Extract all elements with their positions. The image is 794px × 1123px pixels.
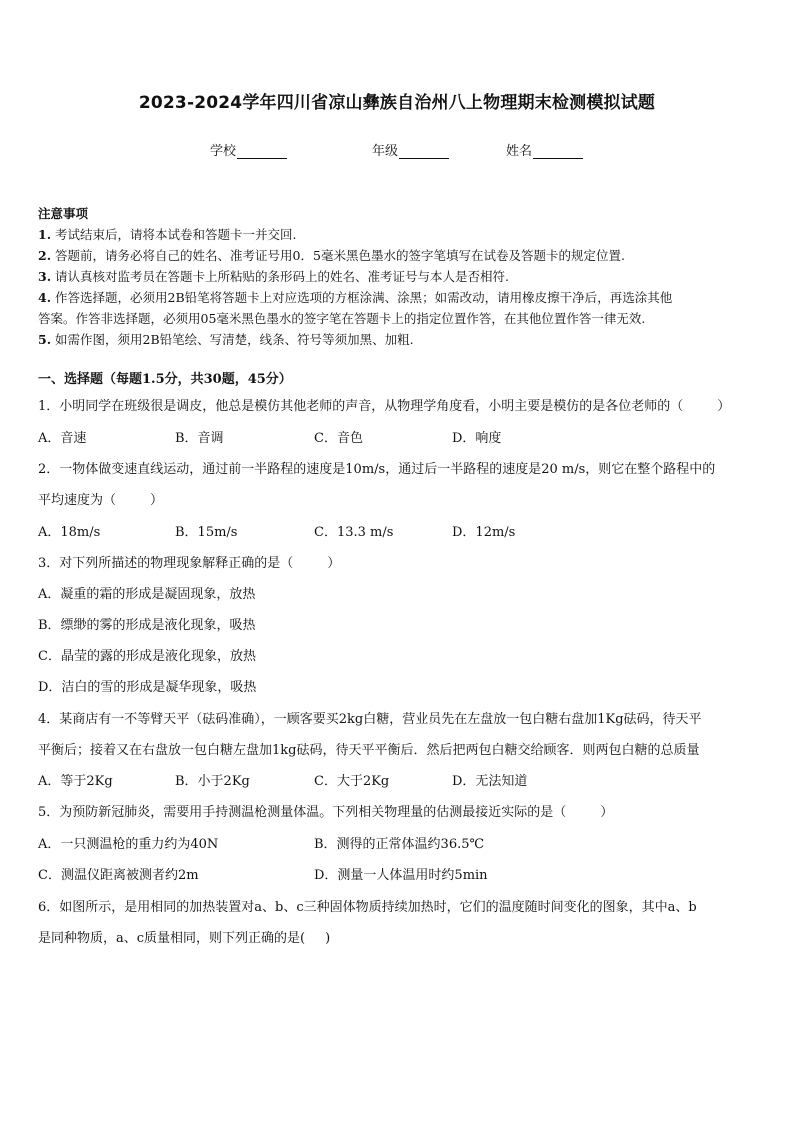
notice-heading: 注意事项 — [38, 206, 89, 221]
student-info-row — [0, 140, 794, 160]
option-c[interactable]: C．测温仪距离被测者约2m — [38, 868, 199, 883]
option-a[interactable]: A．等于2Kg — [38, 774, 113, 789]
question-2 — [38, 458, 760, 477]
question-4-options — [38, 770, 760, 790]
notice-item — [38, 224, 758, 245]
notice-block — [38, 203, 758, 350]
option-d[interactable]: D．响度 — [452, 431, 502, 446]
question-1 — [38, 395, 760, 414]
notice-item-text: 请认真核对监考员在答题卡上所粘贴的条形码上的姓名、准考证号与本人是否相符. — [55, 269, 510, 284]
question-6 — [38, 896, 760, 915]
question-paren-close: ） — [150, 493, 164, 508]
option-c[interactable]: C．音色 — [314, 431, 363, 446]
option-d[interactable]: D．测量一人体温用时约5min — [314, 868, 488, 883]
option-a[interactable]: A．凝重的霜的形成是凝固现象，放热 — [38, 587, 256, 602]
question-stem: 3．对下列所描述的物理现象解释正确的是（ — [38, 556, 294, 571]
question-stem: 4．某商店有一不等臂天平（砝码准确），一顾客要买2kg白糖，营业员先在左盘放一包白糖右盘加1Kg砝码，待天平 — [38, 712, 702, 727]
question-1-options — [38, 427, 760, 447]
option-a[interactable]: A．音速 — [38, 431, 87, 446]
question-5 — [38, 801, 760, 820]
question-5-options-row1 — [38, 833, 760, 853]
notice-item — [38, 287, 758, 308]
notice-item-continuation: 答案。作答非选择题，必须用05毫米黑色墨水的签字笔在答题卡上的指定位置作答，在其他位置作答一律无效. — [38, 311, 646, 326]
option-a[interactable]: A．一只测温枪的重力约为40N — [38, 837, 219, 852]
question-4-line2 — [38, 739, 760, 758]
name-blank[interactable] — [533, 144, 583, 159]
question-2-options — [38, 521, 760, 541]
question-stem-continuation: 平衡后；接着又在右盘放一包白糖左盘加1kg砝码，待天平平衡后．然后把两包白糖交给顾客．则两包白糖的总质量 — [38, 743, 700, 758]
option-b[interactable]: B．音调 — [175, 431, 224, 446]
question-3 — [38, 552, 760, 571]
option-b[interactable]: B．测得的正常体温约36.5℃ — [314, 837, 485, 852]
notice-item-text: 答题前，请务必将自己的姓名、准考证号用0．5毫米黑色墨水的签字笔填写在试卷及答题卡的规定位置. — [55, 248, 625, 263]
option-d[interactable]: D．洁白的雪的形成是凝华现象，吸热 — [38, 680, 257, 695]
notice-item — [38, 245, 758, 266]
option-b[interactable]: B．小于2Kg — [175, 774, 250, 789]
school-blank[interactable] — [237, 144, 287, 159]
question-stem: 2．一物体做变速直线运动，通过前一半路程的速度是10m/s，通过后一半路程的速度是20 m/s，则它在整个路程中的 — [38, 462, 716, 477]
question-stem: 1．小明同学在班级很是调皮，他总是模仿其他老师的声音，从物理学角度看，小明主要是模仿的是各位老师的（ — [38, 399, 684, 414]
option-b[interactable]: B．15m/s — [175, 525, 238, 540]
grade-label: 年级 — [372, 144, 399, 159]
school-label: 学校 — [210, 144, 237, 159]
notice-item-number: 1. — [38, 227, 52, 242]
question-6-line2 — [38, 927, 760, 946]
notice-item-number: 2. — [38, 248, 52, 263]
notice-item-number: 3. — [38, 269, 52, 284]
question-stem-continuation: 平均速度为（ — [38, 493, 117, 508]
notice-item — [38, 266, 758, 287]
name-field[interactable] — [506, 140, 583, 159]
option-c[interactable]: C．大于2Kg — [314, 774, 390, 789]
question-paren-close: ） — [327, 556, 341, 571]
question-5-options-row2 — [38, 864, 760, 884]
question-paren-close: ） — [600, 805, 614, 820]
notice-item-number: 5. — [38, 332, 52, 347]
notice-item-text: 如需作图，须用2B铅笔绘、写清楚，线条、符号等须加黑、加粗. — [55, 332, 414, 347]
name-label: 姓名 — [506, 144, 533, 159]
grade-blank[interactable] — [399, 144, 449, 159]
option-c[interactable]: C．晶莹的露的形成是液化现象，放热 — [38, 649, 256, 664]
option-c[interactable]: C．13.3 m/s — [314, 525, 394, 540]
option-d[interactable]: D．无法知道 — [452, 774, 528, 789]
option-a[interactable]: A．18m/s — [38, 525, 101, 540]
question-stem: 5．为预防新冠肺炎，需要用手持测温枪测量体温。下列相关物理量的估测最接近实际的是（ — [38, 805, 567, 820]
page-title: 2023-2024学年四川省凉山彝族自治州八上物理期末检测模拟试题 — [138, 93, 656, 113]
grade-field[interactable] — [372, 140, 449, 159]
notice-item-text: 考试结束后，请将本试卷和答题卡一并交回. — [55, 227, 297, 242]
section-title: 一、选择题（每题1.5分，共30题，45分） — [38, 372, 292, 387]
question-paren-close: ) — [325, 931, 331, 946]
question-paren-close: ） — [717, 399, 731, 414]
notice-item-text: 作答选择题，必须用2B铅笔将答题卡上对应选项的方框涂满、涂黑；如需改动，请用橡皮擦干净后，再选涂其他 — [55, 290, 673, 305]
notice-item — [38, 329, 758, 350]
option-b[interactable]: B．缥缈的雾的形成是液化现象，吸热 — [38, 618, 256, 633]
school-field[interactable] — [210, 140, 287, 159]
question-stem-continuation: 是同种物质，a、c质量相同，则下列正确的是( — [38, 931, 306, 946]
option-d[interactable]: D．12m/s — [452, 525, 516, 540]
question-2-line2 — [38, 489, 760, 508]
notice-item-number: 4. — [38, 290, 52, 305]
question-4 — [38, 708, 760, 727]
question-stem: 6．如图所示，是用相同的加热装置对a、b、c三种固体物质持续加热时，它们的温度随时间变化的图象，其中a、b — [38, 900, 697, 915]
